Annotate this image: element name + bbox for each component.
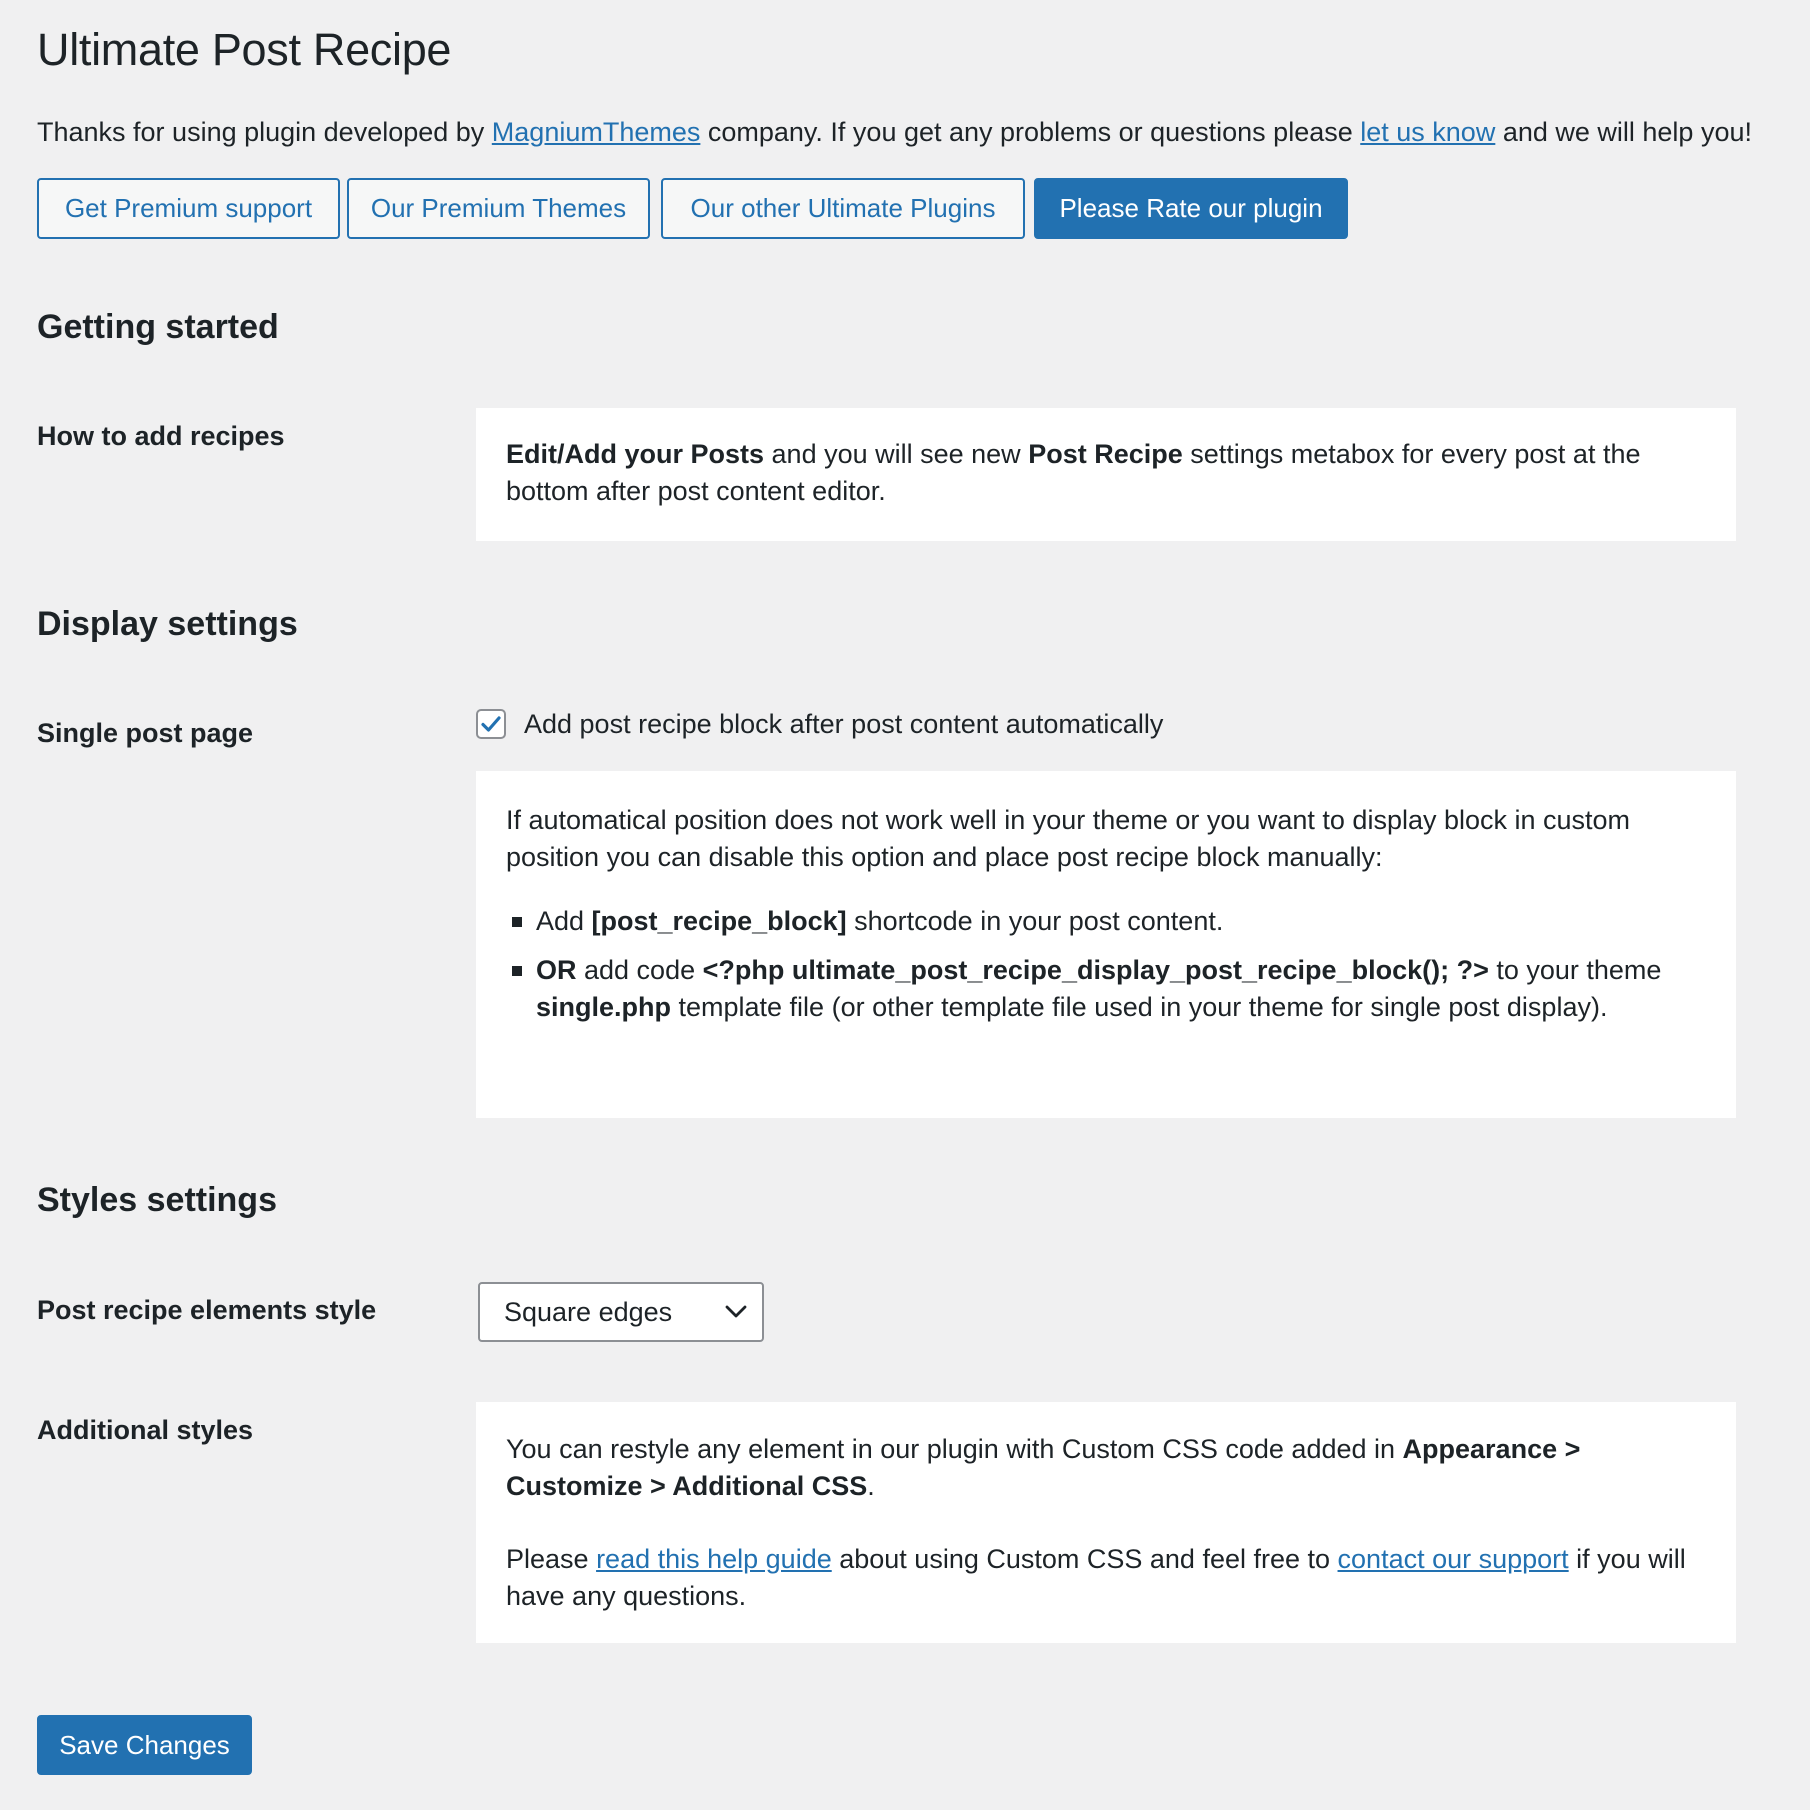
help-guide-link[interactable]: read this help guide <box>596 1544 832 1574</box>
display-settings-heading: Display settings <box>37 605 298 643</box>
manual-placement-info-text: If automatical position does not work well in your theme or you want to display block in custom position you can disable this option and place post recipe block manually: <box>506 805 1631 872</box>
elements-style-selected-value: Square edges <box>504 1297 673 1327</box>
how-to-add-recipes-text: Edit/Add your Posts and you will see new Post Recipe settings metabox for every post at the bottom after post content editor. <box>506 439 1641 506</box>
auto-insert-option <box>476 706 1163 742</box>
list-item: OR add code <?php ultimate_post_recipe_display_post_recipe_block(); ?> to your theme single.php template file (or other template file used in your theme for single post display). <box>506 952 1706 1026</box>
manual-placement-info-box <box>476 771 1736 1118</box>
bullet-icon <box>512 917 522 927</box>
let-us-know-link[interactable]: let us know <box>1360 117 1496 147</box>
auto-insert-checkbox[interactable] <box>476 709 506 739</box>
contact-support-link[interactable]: contact our support <box>1337 1544 1569 1574</box>
additional-styles-label: Additional styles <box>37 1415 254 1445</box>
single-post-page-label: Single post page <box>37 718 254 748</box>
list-item: Add [post_recipe_block] shortcode in your post content. <box>506 903 1706 940</box>
save-changes-button[interactable]: Save Changes <box>37 1715 252 1775</box>
getting-started-heading: Getting started <box>37 308 279 346</box>
other-plugins-button[interactable]: Our other Ultimate Plugins <box>661 178 1025 239</box>
premium-themes-button[interactable]: Our Premium Themes <box>347 178 650 239</box>
intro-text: Thanks for using plugin developed by MagniumThemes company. If you get any problems or questions please let us know and we will help you! <box>37 117 1752 147</box>
rate-plugin-button[interactable]: Please Rate our plugin <box>1034 178 1348 239</box>
chevron-down-icon <box>724 1302 748 1322</box>
styles-settings-heading: Styles settings <box>37 1181 277 1219</box>
bullet-icon <box>512 966 522 976</box>
magniumthemes-link[interactable]: MagniumThemes <box>491 117 701 147</box>
elements-style-select[interactable] <box>478 1282 764 1342</box>
checkmark-icon <box>479 712 503 736</box>
elements-style-label: Post recipe elements style <box>37 1295 377 1325</box>
additional-styles-box <box>476 1402 1736 1643</box>
manual-placement-list <box>506 903 1706 1026</box>
how-to-add-recipes-box <box>476 408 1736 541</box>
auto-insert-checkbox-label[interactable]: Add post recipe block after post content automatically <box>524 709 1164 739</box>
premium-support-button[interactable]: Get Premium support <box>37 178 340 239</box>
additional-styles-text-2: Please read this help guide about using Custom CSS and feel free to contact our support if you will have any questions. <box>506 1544 1686 1611</box>
additional-styles-text-1: You can restyle any element in our plugin with Custom CSS code added in Appearance > Customize > Additional CSS. <box>506 1434 1581 1501</box>
page-title: Ultimate Post Recipe <box>37 24 452 75</box>
how-to-add-recipes-label: How to add recipes <box>37 421 285 451</box>
